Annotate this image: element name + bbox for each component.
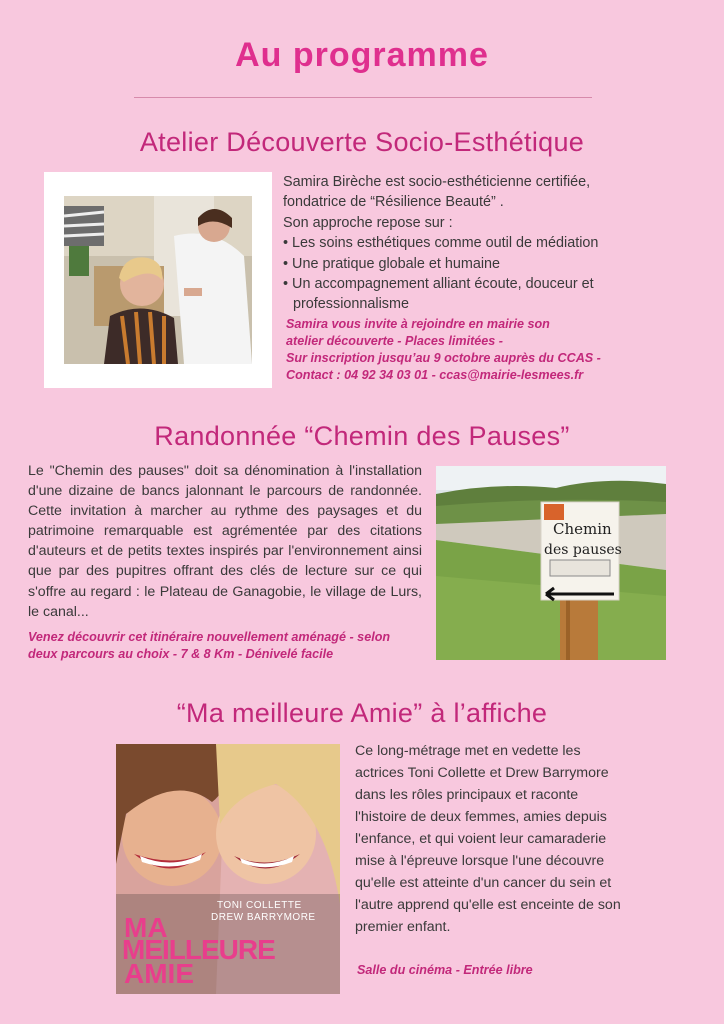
randonnee-description: Le "Chemin des pauses" doit sa dénomination à l'installation d'une dizaine de bancs jalonnant le parcours de randonnée. Cette invitation à marcher au rythme des paysages et du patrimoine remarquable est agrémentée par des citations d'auteurs et de petits textes inspirés par l'environnement ainsi que par des pupitres offrant des clés de lecture sur ce qui s'offre au regard : le Plateau de Ganagobie, le village de Lurs, le canal...	[28, 463, 422, 620]
film-heading: “Ma meilleure Amie” à l’affiche	[176, 698, 548, 728]
film-description: Ce long-métrage met en vedette les actrices Toni Collette et Drew Barrymore dans les rôles principaux et raconte l'histoire de deux femmes, amies depuis l'enfance, et qui voient leur camaraderie mise à l'épreuve lorsque l'une découvre qu'elle est atteinte d'un cancer du sein et l'autre apprend qu'elle est enceinte de son premier enfant.	[355, 743, 621, 935]
atelier-invitation-line: Samira vous invite à rejoindre en mairie son	[286, 317, 550, 331]
atelier-intro-line: Son approche repose sur :	[283, 214, 453, 231]
poster-title-line3: AMIE	[124, 958, 194, 989]
sign-line1: Chemin	[553, 520, 612, 538]
poster-actor1: TONI COLLETTE	[217, 900, 302, 911]
atelier-heading: Atelier Découverte Socio-Esthétique	[139, 127, 585, 157]
randonnee-heading: Randonnée “Chemin des Pauses”	[154, 421, 570, 451]
atelier-polaroid-photo	[44, 172, 272, 388]
poster-title-line1: MA	[124, 912, 168, 943]
atelier-bullet: • Une pratique globale et humaine	[283, 255, 501, 272]
atelier-intro-line: Samira Birèche est socio-esthéticienne certifiée,	[283, 174, 591, 190]
film-invitation: Salle du cinéma - Entrée libre	[357, 963, 533, 977]
sign-line2: des pauses	[544, 542, 622, 558]
film-poster	[116, 744, 340, 994]
page-title: Au programme	[235, 36, 489, 74]
atelier-invitation-line: atelier découverte - Places limitées -	[286, 334, 503, 348]
atelier-invitation-line: Contact : 04 92 34 03 01 - ccas@mairie-lesmees.fr	[286, 368, 584, 382]
atelier-description	[283, 172, 703, 315]
title-divider	[134, 97, 592, 98]
poster-actor2: DREW BARRYMORE	[211, 912, 316, 923]
atelier-invitation-line: Sur inscription jusqu’au 9 octobre auprès du CCAS -	[286, 351, 601, 365]
poster-title-line2: MEILLEURE	[122, 934, 275, 965]
atelier-bullet-text: Un accompagnement alliant écoute, douceur et professionnalisme	[292, 276, 594, 313]
atelier-bullet: • Un accompagnement alliant écoute, douceur et professionnalisme	[283, 276, 594, 313]
atelier-bullet-text: Les soins esthétiques comme outil de médiation	[292, 235, 599, 252]
atelier-bullet-text: Une pratique globale et humaine	[292, 255, 501, 272]
atelier-invitation	[286, 316, 706, 384]
atelier-bullet: • Les soins esthétiques comme outil de médiation	[283, 235, 599, 252]
atelier-photo	[64, 196, 252, 364]
randonnee-invitation: Venez découvrir cet itinéraire nouvellement aménagé - selon deux parcours au choix - 7 & 8 Km - Dénivelé facile	[28, 630, 391, 661]
atelier-intro-line: fondatrice de “Résilience Beauté” .	[283, 194, 504, 211]
chemin-des-pauses-photo	[436, 466, 666, 660]
